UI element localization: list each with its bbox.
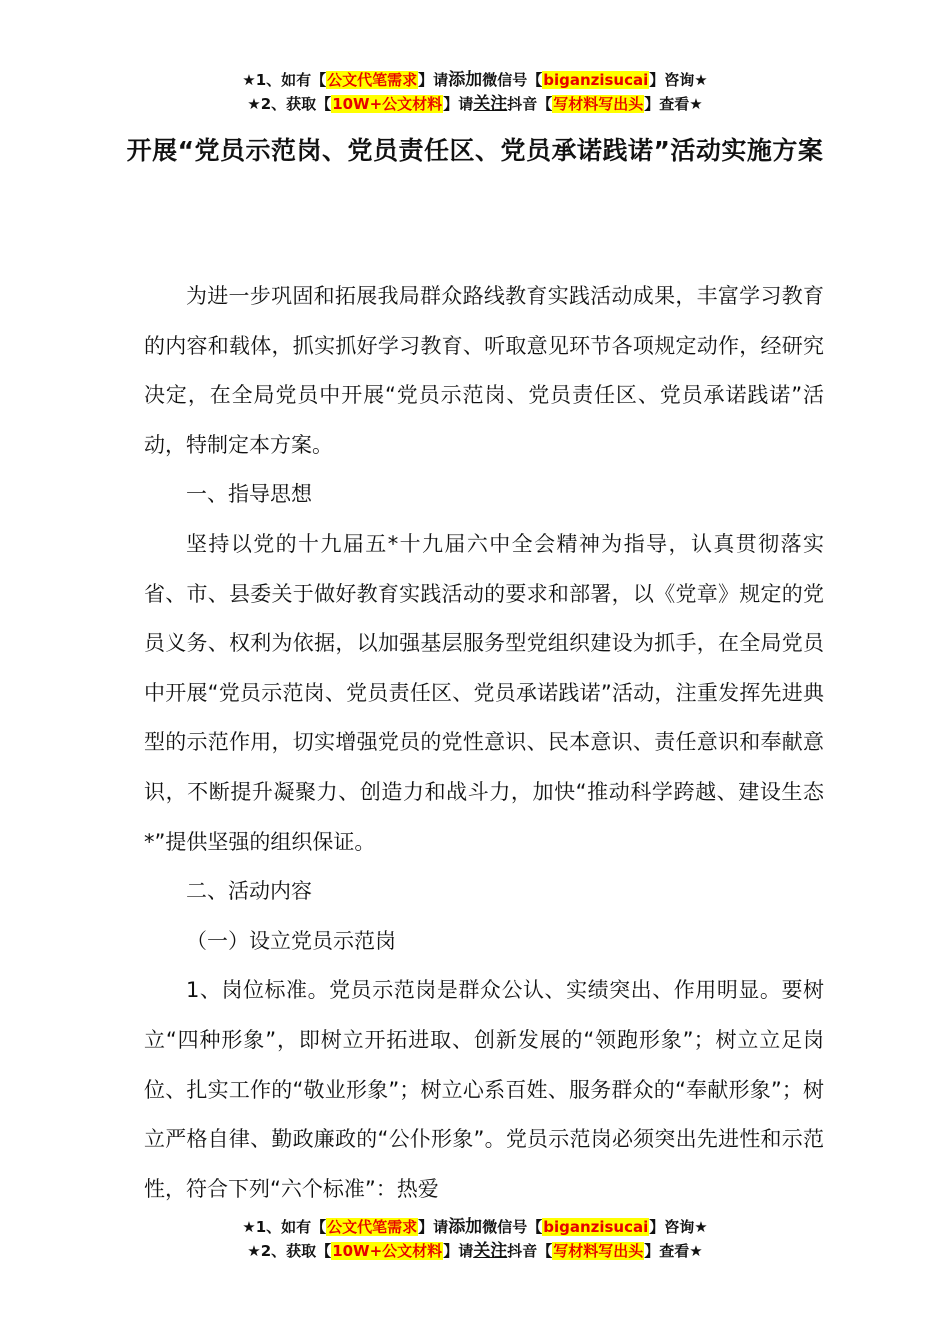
promo-text: 】请 <box>443 95 474 113</box>
section-heading-activity-content: 二、活动内容 <box>186 879 312 904</box>
promo-emphasis: 添加 <box>448 70 483 90</box>
subsection-heading-demo-post: （一）设立党员示范岗 <box>186 928 396 953</box>
promo-text: 】查看★ <box>644 95 703 113</box>
promo-highlight: 写材料写出头 <box>553 1242 644 1260</box>
document-title: 开展“党员示范岗、党员责任区、党员承诺践诺”活动实施方案 <box>126 136 824 165</box>
promo-emphasis: 关注 <box>473 1241 508 1261</box>
promo-text: ★2、获取【 <box>247 95 332 113</box>
promo-line-1 <box>0 68 950 92</box>
promo-highlight: biganzisucai <box>543 1218 649 1236</box>
promo-highlight: 10W+公文材料 <box>332 1242 443 1260</box>
promo-text: 】请 <box>418 71 449 89</box>
promo-text: 】咨询★ <box>649 71 708 89</box>
promo-highlight: 10W+公文材料 <box>332 95 443 113</box>
promo-banner-bottom <box>0 1215 950 1263</box>
promo-emphasis: 关注 <box>473 94 508 114</box>
promo-highlight: 公文代笔需求 <box>327 1218 418 1236</box>
section-heading-guiding-ideology: 一、指导思想 <box>186 482 312 507</box>
promo-line-2 <box>0 92 950 116</box>
promo-text: 】咨询★ <box>649 1218 708 1236</box>
promo-text: ★1、如有【 <box>242 71 327 89</box>
promo-text: 】请 <box>443 1242 474 1260</box>
guiding-ideology-paragraph: 坚持以党的十九届五*十九届六中全会精神为指导，认真贯彻落实省、市、县委关于做好教育实践活动的要求和部署，以《党章》规定的党员义务、权利为依据，以加强基层服务型党组织建设为抓手，在全局党员中开展“党员示范岗、党员责任区、党员承诺践诺”活动，注重发挥先进典型的示范作用，切实增强党员的党性意识、民本意识、责任意识和奉献意识，不断提升凝聚力、创造力和战斗力，加快“推动科学跨越、建设生态*”提供坚强的组织保证。 <box>144 531 824 854</box>
promo-text: ★2、获取【 <box>247 1242 332 1260</box>
intro-paragraph: 为进一步巩固和拓展我局群众路线教育实践活动成果，丰富学习教育的内容和载体，抓实抓好学习教育、听取意见环节各项规定动作，经研究决定，在全局党员中开展“党员示范岗、党员责任区、党员承诺践诺”活动，特制定本方案。 <box>144 284 824 457</box>
promo-highlight: 写材料写出头 <box>553 95 644 113</box>
promo-highlight: 公文代笔需求 <box>327 71 418 89</box>
promo-text: 微信号【 <box>482 1218 543 1236</box>
promo-text: 抖音【 <box>507 95 553 113</box>
promo-text: 】查看★ <box>644 1242 703 1260</box>
promo-text: 】请 <box>418 1218 449 1236</box>
promo-highlight: biganzisucai <box>543 71 649 89</box>
promo-line-2 <box>0 1239 950 1263</box>
post-standard-paragraph: 1、岗位标准。党员示范岗是群众公认、实绩突出、作用明显。要树立“四种形象”，即树立开拓进取、创新发展的“领跑形象”；树立立足岗位、扎实工作的“敬业形象”；树立心系百姓、服务群众的“奉献形象”；树立严格自律、勤政廉政的“公仆形象”。党员示范岗必须突出先进性和示范性，符合下列“六个标准”：热爱 <box>144 978 824 1201</box>
promo-text: 抖音【 <box>507 1242 553 1260</box>
promo-emphasis: 添加 <box>448 1217 483 1237</box>
promo-text: ★1、如有【 <box>242 1218 327 1236</box>
promo-line-1 <box>0 1215 950 1239</box>
promo-text: 微信号【 <box>482 71 543 89</box>
promo-banner-top <box>0 68 950 116</box>
document-body <box>144 272 824 1214</box>
